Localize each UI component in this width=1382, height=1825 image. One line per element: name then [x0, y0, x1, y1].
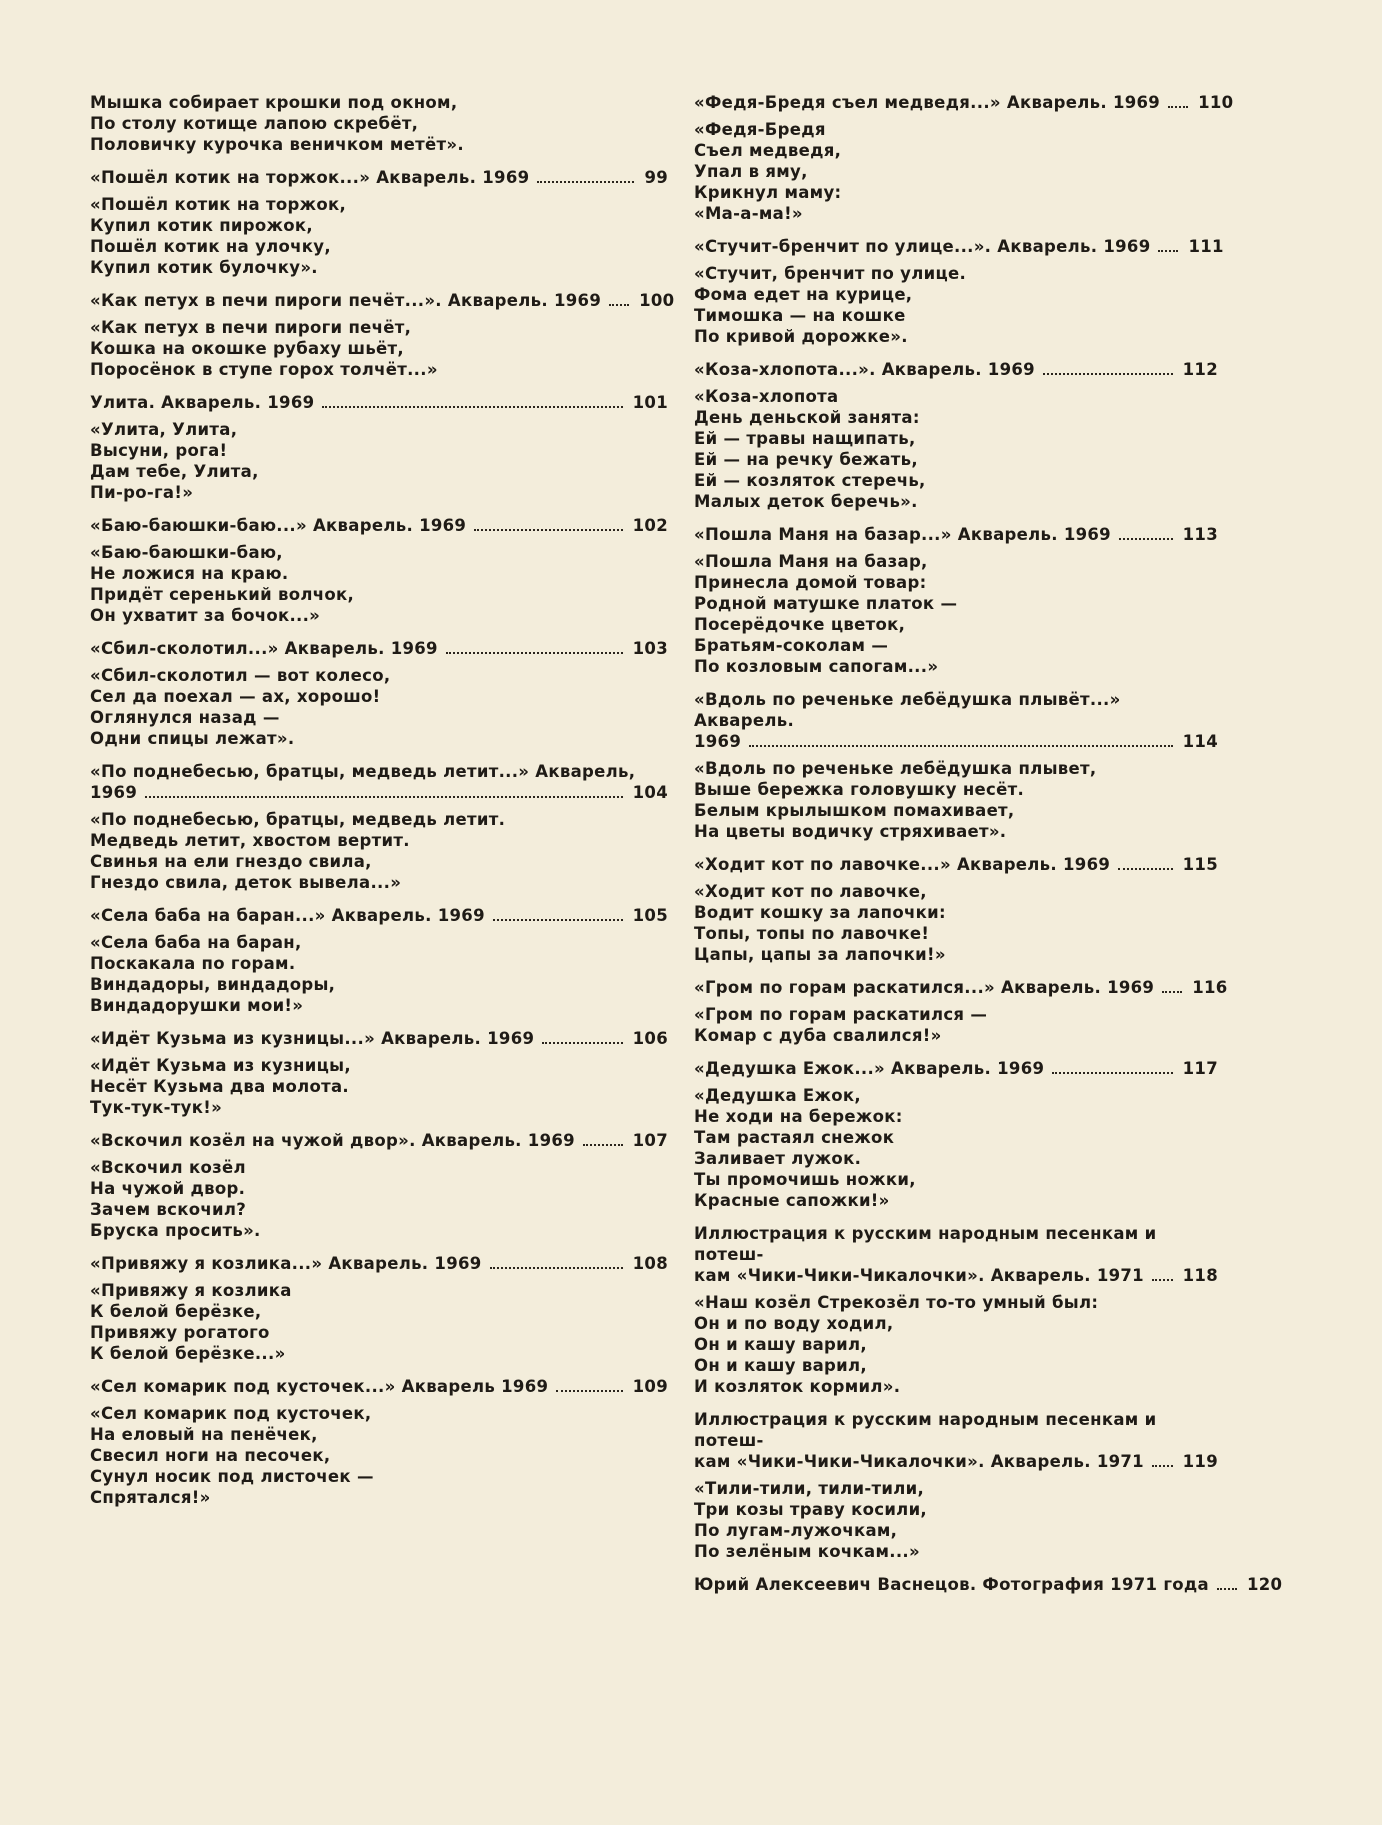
- verse-line: Спрятался!»: [90, 1488, 211, 1507]
- entry-heading: [694, 1451, 1218, 1472]
- entry-heading: [694, 524, 1218, 545]
- page-number: 102: [632, 516, 668, 535]
- catalog-entry: [90, 761, 668, 893]
- entry-title: «По поднебесью, братцы, медведь летит...» Акварель,: [90, 762, 636, 781]
- verse-line: «Наш козёл Стрекозёл то-то умный был:: [694, 1293, 1099, 1312]
- leader-dots: [446, 652, 623, 654]
- verse-line: Сунул носик под листочек —: [90, 1467, 374, 1486]
- entry-verse: [90, 1157, 668, 1241]
- leader-dots: [1168, 106, 1188, 108]
- leader-dots: [493, 919, 623, 921]
- leader-dots: [1217, 1588, 1237, 1590]
- verse-line: Фома едет на курице,: [694, 285, 913, 304]
- verse-line: Купил котик пирожок,: [90, 216, 313, 235]
- verse-line: «Идёт Кузьма из кузницы,: [90, 1056, 351, 1075]
- entry-title-continued: кам «Чики-Чики-Чикалочки». Акварель. 1971: [694, 1452, 1144, 1471]
- entry-heading: [694, 92, 1234, 113]
- entry-title: «Стучит-бренчит по улице...». Акварель. 1969: [694, 237, 1151, 256]
- verse-line: Гнездо свила, деток вывела...»: [90, 873, 402, 892]
- verse-line: «Сбил-сколотил — вот колесо,: [90, 666, 391, 685]
- verse-line: Съел медведя,: [694, 141, 842, 160]
- catalog-entry: [694, 524, 1218, 677]
- page-number: 117: [1182, 1059, 1218, 1078]
- entry-heading: [694, 1574, 1283, 1595]
- page-number: 116: [1192, 978, 1228, 997]
- verse-line: Ей — козляток стеречь,: [694, 471, 926, 490]
- page-number: 110: [1198, 93, 1234, 112]
- page-number: 106: [632, 1029, 668, 1048]
- entry-title: «Пошёл котик на торжок...» Акварель. 1969: [90, 168, 530, 187]
- verse-line: По зелёным кочкам...»: [694, 1542, 920, 1561]
- verse-line: «Пошёл котик на торжок,: [90, 195, 347, 214]
- page-number: 115: [1182, 855, 1218, 874]
- entry-verse: [694, 1085, 1218, 1211]
- entry-title-continued: кам «Чики-Чики-Чикалочки». Акварель. 1971: [694, 1266, 1144, 1285]
- verse-line: Комар с дуба свалился!»: [694, 1026, 942, 1045]
- leader-dots: [1119, 538, 1173, 540]
- verse-line: Поросёнок в ступе горох толчёт...»: [90, 360, 438, 379]
- verse-line: Братьям-соколам —: [694, 636, 889, 655]
- leader-dots: [145, 796, 623, 798]
- verse-line: Он и по воду ходил,: [694, 1314, 894, 1333]
- verse-line: Виндадорушки мои!»: [90, 996, 304, 1015]
- page-number: 114: [1182, 732, 1218, 751]
- verse-line: Придёт серенький волчок,: [90, 585, 355, 604]
- entry-verse: [90, 809, 668, 893]
- verse-line: Там растаял снежок: [694, 1128, 895, 1147]
- catalog-entry: [694, 92, 1234, 224]
- verse-line: «Гром по горам раскатился —: [694, 1005, 988, 1024]
- entry-verse: [694, 881, 1218, 965]
- entry-verse: [694, 1292, 1218, 1397]
- verse-line: «Пошла Маня на базар,: [694, 552, 928, 571]
- entry-title: «Вдоль по реченьке лебёдушка плывёт...» Акварель.: [694, 690, 1121, 730]
- entry-verse: [694, 1004, 1218, 1046]
- verse-line: Дам тебе, Улита,: [90, 462, 259, 481]
- entry-title-continued: 1969: [694, 732, 742, 751]
- verse-line: К белой берёзке,: [90, 1302, 262, 1321]
- entry-verse: [694, 551, 1218, 677]
- verse-line: «Дедушка Ежок,: [694, 1086, 861, 1105]
- entry-title: «Сбил-сколотил...» Акварель. 1969: [90, 639, 438, 658]
- page-number: 109: [632, 1377, 668, 1396]
- verse-line: Он и кашу варил,: [694, 1335, 867, 1354]
- verse-line: Упал в яму,: [694, 162, 808, 181]
- verse-line: На цветы водичку стряхивает».: [694, 822, 1007, 841]
- entry-heading: [90, 515, 668, 536]
- entry-title: «Федя-Бредя съел медведя...» Акварель. 1969: [694, 93, 1161, 112]
- leader-dots: [1158, 250, 1178, 252]
- catalog-entry: [90, 1253, 668, 1364]
- page-number: 108: [632, 1254, 668, 1273]
- entry-verse: [90, 419, 668, 503]
- catalog-entry: [694, 1223, 1218, 1397]
- entry-title: «Села баба на баран...» Акварель. 1969: [90, 906, 485, 925]
- entry-verse: [90, 1055, 668, 1118]
- leader-dots: [1162, 991, 1182, 993]
- entry-verse: [694, 119, 1218, 224]
- catalog-entry: [90, 1376, 668, 1508]
- verse-line: «Вскочил козёл: [90, 1158, 246, 1177]
- leader-dots: [537, 181, 634, 183]
- verse-line: Кошка на окошке рубаху шьёт,: [90, 339, 404, 358]
- verse-line: Ты промочишь ножки,: [694, 1170, 916, 1189]
- verse-line: «Коза-хлопота: [694, 387, 839, 406]
- page-number: 107: [632, 1131, 668, 1150]
- entry-verse: [694, 263, 1218, 347]
- right-column: [694, 92, 1283, 1607]
- leader-dots: [1118, 868, 1173, 870]
- left-column: [90, 92, 675, 1520]
- verse-line: К белой берёзке...»: [90, 1344, 286, 1363]
- verse-line: Тимошка — на кошке: [694, 306, 906, 325]
- catalog-entry: [694, 359, 1218, 512]
- verse-line: «Тили-тили, тили-тили,: [694, 1479, 925, 1498]
- entry-verse: [90, 1280, 668, 1364]
- verse-line: Оглянулся назад —: [90, 708, 280, 727]
- entry-heading: [90, 1253, 668, 1274]
- catalog-entry: [90, 392, 668, 503]
- leader-dots: [1152, 1279, 1173, 1281]
- verse-line: Свинья на ели гнездо свила,: [90, 852, 372, 871]
- catalog-entry: [90, 515, 668, 626]
- leader-dots: [1152, 1465, 1173, 1467]
- entry-heading: [90, 638, 668, 659]
- entry-title: «Как петух в печи пироги печёт...». Акварель. 1969: [90, 291, 602, 310]
- verse-line: Красные сапожки!»: [694, 1191, 890, 1210]
- verse-line: «По поднебесью, братцы, медведь летит.: [90, 810, 506, 829]
- entry-verse: [90, 665, 668, 749]
- entry-verse: [694, 386, 1218, 512]
- verse-line: Принесла домой товар:: [694, 573, 927, 592]
- catalog-entry: [694, 1058, 1218, 1211]
- entry-title: «Баю-баюшки-баю...» Акварель. 1969: [90, 516, 467, 535]
- verse-line: Он ухватит за бочок...»: [90, 606, 321, 625]
- verse-line: Посерёдочке цветок,: [694, 615, 906, 634]
- page-number: 119: [1182, 1452, 1218, 1471]
- entry-title: «Гром по горам раскатился...» Акварель. 1969: [694, 978, 1155, 997]
- entry-verse: [90, 542, 668, 626]
- intro-verse: [90, 92, 668, 155]
- verse-line: «Села баба на баран,: [90, 933, 302, 952]
- entry-verse: [90, 1403, 668, 1508]
- leader-dots: [749, 745, 1173, 747]
- page-number: 103: [632, 639, 668, 658]
- leader-dots: [556, 1390, 622, 1392]
- entry-title: Иллюстрация к русским народным песенкам и потеш-: [694, 1410, 1157, 1450]
- catalog-entry: [694, 1574, 1283, 1595]
- verse-line: И козляток кормил».: [694, 1377, 901, 1396]
- leader-dots: [1052, 1072, 1172, 1074]
- verse-line: Поскакала по горам.: [90, 954, 296, 973]
- catalog-entry: [694, 854, 1218, 965]
- entry-heading: [694, 236, 1224, 257]
- entry-heading: [90, 1376, 668, 1397]
- verse-line: Заливает лужок.: [694, 1149, 862, 1168]
- verse-line: На еловый на пенёчек,: [90, 1425, 318, 1444]
- verse-line: Мышка собирает крошки под окном,: [90, 93, 458, 112]
- entry-title: «Привяжу я козлика...» Акварель. 1969: [90, 1254, 482, 1273]
- verse-line: Не ложися на краю.: [90, 564, 289, 583]
- verse-line: Крикнул маму:: [694, 183, 842, 202]
- verse-line: Купил котик булочку».: [90, 258, 318, 277]
- entry-heading: [694, 854, 1218, 875]
- page-number: 112: [1182, 360, 1218, 379]
- leader-dots: [1043, 373, 1173, 375]
- entry-heading: [90, 905, 668, 926]
- verse-line: Медведь летит, хвостом вертит.: [90, 831, 410, 850]
- entry-title: «Сел комарик под кусточек...» Акварель 1969: [90, 1377, 549, 1396]
- entry-heading: [694, 977, 1228, 998]
- verse-line: Он и кашу варил,: [694, 1356, 867, 1375]
- page-number: 104: [632, 783, 668, 802]
- verse-line: «Сел комарик под кусточек,: [90, 1404, 372, 1423]
- verse-line: День деньской занята:: [694, 408, 920, 427]
- leader-dots: [322, 406, 622, 408]
- entry-verse: [694, 1478, 1218, 1562]
- page-number: 111: [1188, 237, 1224, 256]
- verse-line: «Федя-Бредя: [694, 120, 826, 139]
- entry-heading: [694, 1265, 1218, 1286]
- verse-line: Родной матушке платок —: [694, 594, 958, 613]
- page-number: 113: [1182, 525, 1218, 544]
- entry-title: «Дедушка Ежок...» Акварель. 1969: [694, 1059, 1045, 1078]
- leader-dots: [583, 1144, 623, 1146]
- entry-verse: [90, 932, 668, 1016]
- entry-title: Улита. Акварель. 1969: [90, 393, 315, 412]
- verse-line: Несёт Кузьма два молота.: [90, 1077, 349, 1096]
- catalog-entry: [90, 1130, 668, 1241]
- catalog-entry: [90, 290, 675, 380]
- entry-title: «Вскочил козёл на чужой двор». Акварель. 1969: [90, 1131, 575, 1150]
- verse-line: «Ходит кот по лавочке,: [694, 882, 927, 901]
- verse-line: Выше бережка головушку несёт.: [694, 780, 1025, 799]
- verse-line: Тук-тук-тук!»: [90, 1098, 223, 1117]
- entry-title: Юрий Алексеевич Васнецов. Фотография 1971 года: [694, 1575, 1209, 1594]
- verse-line: «Ма-а-ма!»: [694, 204, 803, 223]
- entry-heading: [694, 359, 1218, 380]
- leader-dots: [474, 529, 622, 531]
- verse-line: Свесил ноги на песочек,: [90, 1446, 331, 1465]
- verse-line: Цапы, цапы за лапочки!»: [694, 945, 946, 964]
- catalog-entry: [90, 638, 668, 749]
- left-entries: [90, 167, 675, 1508]
- verse-line: Белым крылышком помахивает,: [694, 801, 1015, 820]
- verse-line: Ей — на речку бежать,: [694, 450, 918, 469]
- catalog-entry: [90, 1028, 668, 1118]
- page-number: 100: [639, 291, 675, 310]
- verse-line: Водит кошку за лапочки:: [694, 903, 946, 922]
- catalog-entry: [694, 977, 1228, 1046]
- entry-verse: [90, 194, 668, 278]
- verse-line: Привяжу рогатого: [90, 1323, 270, 1342]
- entry-title: Иллюстрация к русским народным песенкам и потеш-: [694, 1224, 1157, 1264]
- verse-line: «Стучит, бренчит по улице.: [694, 264, 967, 283]
- verse-line: Сел да поехал — ах, хорошо!: [90, 687, 381, 706]
- verse-line: Пи-ро-га!»: [90, 483, 194, 502]
- verse-line: Одни спицы лежат».: [90, 729, 295, 748]
- verse-line: На чужой двор.: [90, 1179, 246, 1198]
- leader-dots: [490, 1267, 623, 1269]
- right-entries: [694, 92, 1283, 1595]
- page-number: 101: [632, 393, 668, 412]
- verse-line: Виндадоры, виндадоры,: [90, 975, 336, 994]
- entry-verse: [90, 317, 668, 380]
- verse-line: Три козы траву косили,: [694, 1500, 927, 1519]
- verse-line: Бруска просить».: [90, 1221, 261, 1240]
- page-number: 105: [632, 906, 668, 925]
- catalog-entry: [90, 905, 668, 1016]
- leader-dots: [542, 1042, 622, 1044]
- catalog-entry: [694, 1409, 1218, 1562]
- verse-line: Малых деток беречь».: [694, 492, 918, 511]
- entry-heading: [90, 782, 668, 803]
- page-number: 120: [1246, 1575, 1283, 1594]
- verse-line: Высуни, рога!: [90, 441, 228, 460]
- entry-heading: [90, 392, 668, 413]
- verse-line: «Привяжу я козлика: [90, 1281, 292, 1300]
- verse-line: «Вдоль по реченьке лебёдушка плывет,: [694, 759, 1097, 778]
- verse-line: По столу котище лапою скребёт,: [90, 114, 419, 133]
- entry-title: «Ходит кот по лавочке...» Акварель. 1969: [694, 855, 1111, 874]
- entry-heading: [90, 1028, 668, 1049]
- entry-verse: [694, 758, 1218, 842]
- page-number: 99: [644, 168, 668, 187]
- entry-title: «Пошла Маня на базар...» Акварель. 1969: [694, 525, 1111, 544]
- entry-heading: [90, 167, 668, 188]
- entry-heading: [90, 290, 675, 311]
- verse-line: «Как петух в печи пироги печёт,: [90, 318, 412, 337]
- verse-line: Топы, топы по лавочке!: [694, 924, 930, 943]
- entry-heading: [694, 1058, 1218, 1079]
- leader-dots: [609, 304, 629, 306]
- verse-line: По лугам-лужочкам,: [694, 1521, 898, 1540]
- verse-line: «Улита, Улита,: [90, 420, 238, 439]
- verse-line: Пошёл котик на улочку,: [90, 237, 331, 256]
- catalog-entry: [90, 167, 668, 278]
- page-number: 118: [1182, 1266, 1218, 1285]
- verse-line: Зачем вскочил?: [90, 1200, 247, 1219]
- entry-heading: [694, 731, 1218, 752]
- verse-line: Половичку курочка веничком метёт».: [90, 135, 464, 154]
- catalog-entry: [694, 689, 1218, 842]
- entry-title: «Коза-хлопота...». Акварель. 1969: [694, 360, 1035, 379]
- verse-line: «Баю-баюшки-баю,: [90, 543, 283, 562]
- verse-line: Ей — травы нащипать,: [694, 429, 916, 448]
- entry-title-continued: 1969: [90, 783, 138, 802]
- verse-line: По козловым сапогам...»: [694, 657, 939, 676]
- entry-title: «Идёт Кузьма из кузницы...» Акварель. 1969: [90, 1029, 535, 1048]
- entry-heading: [90, 1130, 668, 1151]
- verse-line: По кривой дорожке».: [694, 327, 908, 346]
- verse-line: Не ходи на бережок:: [694, 1107, 903, 1126]
- catalog-entry: [694, 236, 1224, 347]
